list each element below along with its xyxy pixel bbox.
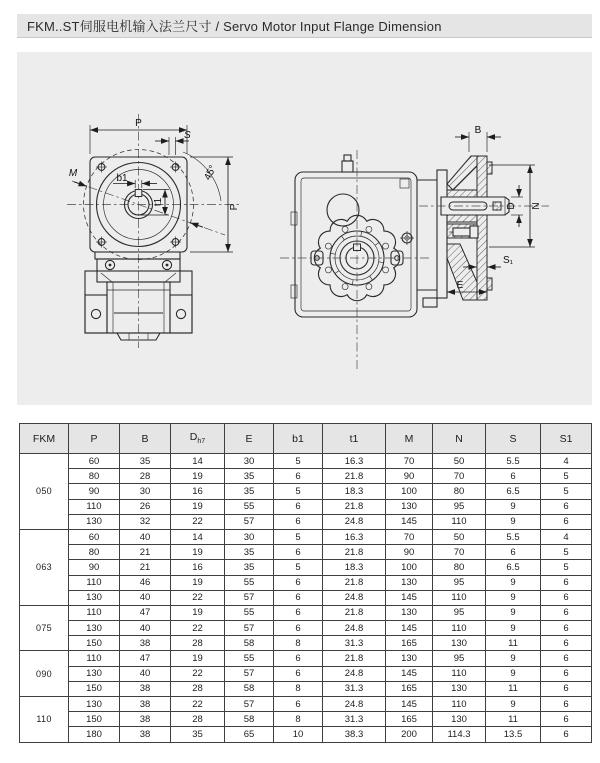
table-cell: 95: [433, 575, 486, 590]
table-cell: 60: [69, 529, 120, 544]
table-body: [20, 454, 592, 743]
table-cell: 8: [274, 681, 323, 696]
table-row: [20, 499, 592, 514]
table-cell: 6: [274, 666, 323, 681]
table-cell: 24.8: [323, 621, 386, 636]
table-cell: 6: [541, 697, 592, 712]
table-cell: 30: [225, 454, 274, 469]
table-cell: 31.3: [323, 681, 386, 696]
table-cell: 28: [171, 712, 225, 727]
technical-drawing: [17, 52, 592, 405]
table-cell: 30: [225, 529, 274, 544]
table-cell: 90: [386, 545, 433, 560]
table-row: [20, 529, 592, 544]
fkm-size-cell: 063: [20, 529, 69, 605]
table-cell: 28: [120, 469, 171, 484]
front-view-drawing: [67, 114, 240, 348]
table-cell: 130: [386, 651, 433, 666]
table-cell: 110: [69, 575, 120, 590]
flange-dimension-diagram: [17, 52, 592, 405]
table-row: [20, 636, 592, 651]
table-cell: 130: [433, 681, 486, 696]
table-cell: 40: [120, 666, 171, 681]
table-cell: 145: [386, 514, 433, 529]
table-cell: 50: [433, 454, 486, 469]
table-row: [20, 651, 592, 666]
table-cell: 50: [433, 529, 486, 544]
table-cell: 46: [120, 575, 171, 590]
table-cell: 21.8: [323, 499, 386, 514]
table-cell: 110: [433, 666, 486, 681]
table-cell: 5: [541, 484, 592, 499]
table-cell: 5: [274, 454, 323, 469]
table-cell: 9: [486, 651, 541, 666]
table-row: [20, 712, 592, 727]
table-cell: 24.8: [323, 666, 386, 681]
table-cell: 35: [171, 727, 225, 742]
table-cell: 35: [225, 484, 274, 499]
table-cell: 38: [120, 712, 171, 727]
table-row: [20, 469, 592, 484]
table-cell: 16: [171, 560, 225, 575]
table-cell: 19: [171, 499, 225, 514]
table-cell: 80: [433, 560, 486, 575]
dim-label-b1: b1: [116, 173, 128, 184]
table-cell: 130: [69, 621, 120, 636]
column-header-d: $D_{h7}$: [171, 424, 225, 454]
table-cell: 145: [386, 590, 433, 605]
table-cell: 145: [386, 621, 433, 636]
table-cell: 5: [274, 560, 323, 575]
table-cell: 28: [171, 681, 225, 696]
table-row: [20, 484, 592, 499]
table-cell: 16: [171, 484, 225, 499]
flange-dimension-table: [19, 423, 592, 743]
dim-label-n: N: [531, 202, 542, 210]
column-header-t1: t1: [323, 424, 386, 454]
fkm-size-cell: 110: [20, 697, 69, 743]
table-cell: 16.3: [323, 454, 386, 469]
table-cell: 58: [225, 636, 274, 651]
page-title-bar: [17, 14, 592, 38]
table-cell: 11: [486, 712, 541, 727]
table-cell: 110: [433, 697, 486, 712]
table-cell: 14: [171, 529, 225, 544]
table-cell: 6: [541, 727, 592, 742]
table-cell: 8: [274, 636, 323, 651]
table-cell: 6: [541, 514, 592, 529]
table-cell: 47: [120, 605, 171, 620]
table-cell: 130: [433, 712, 486, 727]
fkm-size-cell: 090: [20, 651, 69, 697]
table-cell: 130: [386, 499, 433, 514]
table-cell: 38: [120, 636, 171, 651]
table-cell: 40: [120, 529, 171, 544]
table-cell: 6: [541, 666, 592, 681]
table-cell: 22: [171, 590, 225, 605]
table-row: [20, 727, 592, 742]
table-cell: 100: [386, 484, 433, 499]
table-cell: 65: [225, 727, 274, 742]
table-cell: 19: [171, 575, 225, 590]
table-cell: 9: [486, 605, 541, 620]
table-cell: 22: [171, 514, 225, 529]
table-cell: 130: [69, 514, 120, 529]
table-row: [20, 514, 592, 529]
table-cell: 21: [120, 560, 171, 575]
table-cell: 130: [386, 605, 433, 620]
table-cell: 9: [486, 575, 541, 590]
table-cell: 19: [171, 469, 225, 484]
table-cell: 4: [541, 454, 592, 469]
table-cell: 26: [120, 499, 171, 514]
table-head: [20, 424, 592, 454]
table-cell: 58: [225, 712, 274, 727]
table-cell: 57: [225, 621, 274, 636]
table-cell: 180: [69, 727, 120, 742]
table-cell: 6.5: [486, 484, 541, 499]
table-cell: 57: [225, 514, 274, 529]
table-cell: 57: [225, 697, 274, 712]
table-cell: 5: [541, 545, 592, 560]
table-cell: 6.5: [486, 560, 541, 575]
side-view-drawing: [280, 125, 549, 370]
table-row: [20, 681, 592, 696]
table-cell: 19: [171, 605, 225, 620]
table-cell: 110: [69, 605, 120, 620]
table-cell: 6: [274, 499, 323, 514]
dim-label-p-right: P: [229, 203, 240, 211]
table-cell: 6: [274, 697, 323, 712]
table-cell: 6: [486, 469, 541, 484]
table-cell: 32: [120, 514, 171, 529]
table-cell: 95: [433, 499, 486, 514]
table-cell: 38.3: [323, 727, 386, 742]
table-cell: 9: [486, 666, 541, 681]
table-cell: 55: [225, 651, 274, 666]
table-cell: 11: [486, 636, 541, 651]
table-cell: 6: [541, 575, 592, 590]
table-cell: 70: [433, 469, 486, 484]
table-cell: 21.8: [323, 605, 386, 620]
table-cell: 130: [69, 666, 120, 681]
column-header-e: E: [225, 424, 274, 454]
table-cell: 6: [274, 621, 323, 636]
table-cell: 5: [274, 529, 323, 544]
table-cell: 150: [69, 636, 120, 651]
table-cell: 55: [225, 575, 274, 590]
table-cell: 130: [69, 590, 120, 605]
table-cell: 35: [120, 454, 171, 469]
table-cell: 24.8: [323, 590, 386, 605]
table-cell: 6: [274, 605, 323, 620]
column-header-s1: S1: [541, 424, 592, 454]
table-cell: 13.5: [486, 727, 541, 742]
table-cell: 35: [225, 560, 274, 575]
table-cell: 14: [171, 454, 225, 469]
table-cell: 9: [486, 499, 541, 514]
table-cell: 24.8: [323, 697, 386, 712]
table-cell: 5: [541, 560, 592, 575]
dim-label-m: M: [68, 168, 78, 179]
table-cell: 57: [225, 590, 274, 605]
table-cell: 19: [171, 651, 225, 666]
table-cell: 31.3: [323, 636, 386, 651]
table-cell: 9: [486, 697, 541, 712]
table-cell: 9: [486, 621, 541, 636]
table-cell: 21.8: [323, 575, 386, 590]
table-cell: 40: [120, 590, 171, 605]
dim-label-d: D: [506, 202, 517, 210]
table-cell: 38: [120, 727, 171, 742]
table-cell: 22: [171, 666, 225, 681]
table-cell: 114.3: [433, 727, 486, 742]
dim-label-45: 45°: [202, 163, 220, 183]
table-cell: 38: [120, 681, 171, 696]
table-cell: 5.5: [486, 454, 541, 469]
table-cell: 110: [433, 621, 486, 636]
table-cell: 165: [386, 681, 433, 696]
table-cell: 6: [274, 545, 323, 560]
table-row: [20, 621, 592, 636]
table-row: [20, 545, 592, 560]
table-cell: 90: [69, 560, 120, 575]
table-cell: 95: [433, 651, 486, 666]
column-header-b1: b1: [274, 424, 323, 454]
table-cell: 10: [274, 727, 323, 742]
table-cell: 55: [225, 605, 274, 620]
table-cell: 57: [225, 666, 274, 681]
table-cell: 5.5: [486, 529, 541, 544]
table-cell: 6: [541, 621, 592, 636]
table-cell: 6: [541, 681, 592, 696]
table-cell: 80: [433, 484, 486, 499]
table-cell: 110: [433, 514, 486, 529]
table-cell: 6: [486, 545, 541, 560]
column-header-fkm: FKM: [20, 424, 69, 454]
table-cell: 5: [541, 469, 592, 484]
table-cell: 70: [386, 454, 433, 469]
table-cell: 130: [386, 575, 433, 590]
table-cell: 11: [486, 681, 541, 696]
table-cell: 6: [274, 590, 323, 605]
table-cell: 30: [120, 484, 171, 499]
fkm-size-cell: 050: [20, 454, 69, 530]
table-header-row: [20, 424, 592, 454]
column-header-s: S: [486, 424, 541, 454]
table-cell: 38: [120, 697, 171, 712]
table-cell: 6: [541, 605, 592, 620]
table-row: [20, 560, 592, 575]
column-header-n: N: [433, 424, 486, 454]
table-cell: 110: [69, 499, 120, 514]
table-cell: 6: [274, 651, 323, 666]
table-cell: 31.3: [323, 712, 386, 727]
table-cell: 16.3: [323, 529, 386, 544]
table-cell: 70: [386, 529, 433, 544]
table-cell: 21.8: [323, 545, 386, 560]
dim-label-s: S: [184, 130, 191, 141]
dim-label-s1: S₁: [503, 255, 514, 266]
table-cell: 6: [274, 575, 323, 590]
dim-label-e: E: [456, 280, 464, 291]
column-header-m: M: [386, 424, 433, 454]
fkm-size-cell: 075: [20, 605, 69, 651]
table-cell: 47: [120, 651, 171, 666]
table-cell: 80: [69, 469, 120, 484]
table-row: [20, 697, 592, 712]
table-cell: 21.8: [323, 651, 386, 666]
dim-label-p-top: P: [135, 118, 142, 129]
table-cell: 5: [274, 484, 323, 499]
table-cell: 8: [274, 712, 323, 727]
table-cell: 6: [541, 590, 592, 605]
table-row: [20, 454, 592, 469]
table-cell: 22: [171, 697, 225, 712]
table-cell: 19: [171, 545, 225, 560]
table-cell: 165: [386, 712, 433, 727]
table-cell: 70: [433, 545, 486, 560]
table-cell: 95: [433, 605, 486, 620]
table-cell: 150: [69, 681, 120, 696]
column-header-b: B: [120, 424, 171, 454]
table-cell: 80: [69, 545, 120, 560]
table-row: [20, 575, 592, 590]
table-row: [20, 605, 592, 620]
table-cell: 35: [225, 469, 274, 484]
table-row: [20, 590, 592, 605]
table-cell: 145: [386, 666, 433, 681]
table-cell: 6: [541, 712, 592, 727]
table-cell: 6: [274, 469, 323, 484]
table-cell: 150: [69, 712, 120, 727]
table-cell: 6: [274, 514, 323, 529]
table-cell: 110: [433, 590, 486, 605]
table-cell: 9: [486, 590, 541, 605]
table-cell: 90: [69, 484, 120, 499]
table-cell: 130: [69, 697, 120, 712]
page-title: FKM..ST伺服电机输入法兰尺寸 / Servo Motor Input Flange Dimension: [27, 19, 442, 34]
table-cell: 6: [541, 499, 592, 514]
table-cell: 40: [120, 621, 171, 636]
table-cell: 6: [541, 636, 592, 651]
table-cell: 22: [171, 621, 225, 636]
table-cell: 21: [120, 545, 171, 560]
table-row: [20, 666, 592, 681]
column-header-p: P: [69, 424, 120, 454]
table-cell: 60: [69, 454, 120, 469]
table-cell: 58: [225, 681, 274, 696]
table-cell: 55: [225, 499, 274, 514]
dim-label-t1: t1: [153, 197, 164, 207]
table-cell: 35: [225, 545, 274, 560]
table-cell: 4: [541, 529, 592, 544]
table-cell: 9: [486, 514, 541, 529]
table-cell: 6: [541, 651, 592, 666]
table-cell: 24.8: [323, 514, 386, 529]
table-cell: 165: [386, 636, 433, 651]
table-cell: 110: [69, 651, 120, 666]
table-cell: 21.8: [323, 469, 386, 484]
table-cell: 18.3: [323, 484, 386, 499]
table-cell: 200: [386, 727, 433, 742]
table-cell: 100: [386, 560, 433, 575]
table-cell: 145: [386, 697, 433, 712]
table-cell: 90: [386, 469, 433, 484]
table-cell: 130: [433, 636, 486, 651]
table-cell: 18.3: [323, 560, 386, 575]
table-cell: 28: [171, 636, 225, 651]
dim-label-b: B: [474, 125, 482, 136]
